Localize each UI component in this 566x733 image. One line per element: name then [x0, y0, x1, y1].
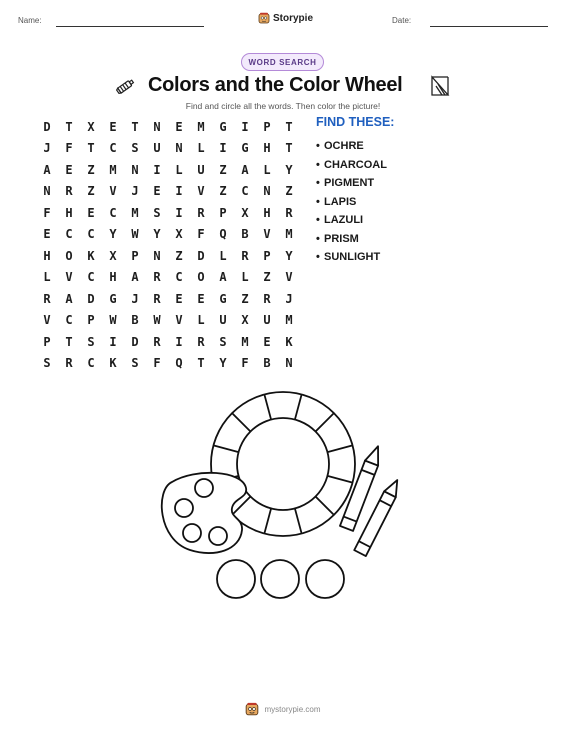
grid-letter[interactable]: R [43, 291, 51, 306]
grid-letter[interactable]: M [285, 227, 293, 242]
grid-letter[interactable]: H [43, 248, 51, 263]
grid-letter[interactable]: E [153, 184, 161, 199]
paint-circle-1[interactable] [217, 560, 255, 598]
grid-letter[interactable]: I [175, 334, 183, 349]
grid-letter[interactable]: Z [263, 270, 271, 285]
storypie-logo-icon [245, 702, 259, 716]
grid-letter[interactable]: N [153, 248, 161, 263]
grid-row [36, 159, 300, 181]
grid-letter[interactable]: M [131, 205, 139, 220]
grid-letter[interactable]: R [197, 205, 205, 220]
word-item: • LAZULI [316, 214, 364, 226]
word-item: • CHARCOAL [316, 158, 387, 171]
grid-letter[interactable]: N [263, 184, 271, 199]
grid-letter[interactable]: H [263, 205, 271, 220]
grid-letter[interactable]: R [153, 291, 161, 306]
word-list [316, 137, 516, 267]
grid-letter[interactable]: P [43, 334, 51, 349]
grid-letter[interactable]: T [285, 141, 293, 156]
grid-letter[interactable]: G [109, 291, 117, 306]
grid-letter[interactable]: G [241, 141, 249, 156]
grid-letter[interactable]: Y [285, 248, 293, 263]
grid-letter[interactable]: Y [219, 356, 227, 371]
grid-letter[interactable]: W [109, 313, 117, 328]
grid-row [36, 353, 300, 375]
grid-letter[interactable]: V [175, 313, 183, 328]
grid-letter[interactable]: L [43, 270, 51, 285]
grid-letter[interactable]: O [65, 248, 73, 263]
grid-letter[interactable]: W [153, 313, 161, 328]
grid-letter[interactable]: E [175, 291, 183, 306]
grid-letter[interactable]: G [219, 291, 227, 306]
name-label: Name: [18, 16, 42, 25]
paint-tube-icon [114, 74, 138, 98]
grid-letter[interactable]: U [219, 313, 227, 328]
grid-letter[interactable]: Z [219, 184, 227, 199]
grid-letter[interactable]: Y [285, 162, 293, 177]
grid-row [36, 310, 300, 332]
date-label: Date: [392, 16, 412, 25]
grid-row [36, 138, 300, 160]
grid-letter[interactable]: F [241, 356, 249, 371]
grid-letter[interactable]: P [263, 248, 271, 263]
grid-letter[interactable]: P [219, 205, 227, 220]
word-item: • LAPIS [316, 195, 357, 208]
grid-letter[interactable]: S [87, 334, 95, 349]
grid-letter[interactable]: C [241, 184, 249, 199]
letter-grid [36, 116, 300, 374]
grid-letter[interactable]: T [65, 119, 73, 134]
word-search-badge: WORD SEARCH [241, 53, 324, 71]
grid-letter[interactable]: W [131, 227, 139, 242]
grid-letter[interactable]: L [197, 313, 205, 328]
grid-letter[interactable]: C [87, 227, 95, 242]
brand-name: Storypie [273, 12, 314, 24]
word-item: • SUNLIGHT [316, 251, 381, 263]
grid-letter[interactable]: B [241, 227, 249, 242]
grid-letter[interactable]: H [263, 141, 271, 156]
grid-letter[interactable]: C [65, 313, 73, 328]
grid-letter[interactable]: N [131, 162, 139, 177]
grid-letter[interactable]: L [241, 270, 249, 285]
grid-letter[interactable]: T [197, 356, 205, 371]
prism-icon [428, 74, 452, 98]
grid-letter[interactable]: D [43, 119, 51, 134]
grid-letter[interactable]: J [131, 184, 139, 199]
grid-letter[interactable]: B [263, 356, 271, 371]
brand [258, 10, 313, 26]
grid-letter[interactable]: R [65, 356, 73, 371]
grid-letter[interactable]: F [43, 205, 51, 220]
grid-letter[interactable]: L [197, 141, 205, 156]
grid-letter[interactable]: I [153, 162, 161, 177]
grid-letter[interactable]: C [65, 227, 73, 242]
page-header [0, 10, 566, 30]
grid-letter[interactable]: F [153, 356, 161, 371]
grid-letter[interactable]: E [43, 227, 51, 242]
paint-circle-2[interactable] [261, 560, 299, 598]
grid-letter[interactable]: J [131, 291, 139, 306]
grid-letter[interactable]: H [65, 205, 73, 220]
grid-letter[interactable]: T [285, 119, 293, 134]
grid-letter[interactable]: X [241, 205, 249, 220]
grid-letter[interactable]: C [175, 270, 183, 285]
footer-url[interactable]: mystorypie.com [264, 704, 321, 714]
grid-letter[interactable]: R [241, 248, 249, 263]
grid-letter[interactable]: Z [87, 162, 95, 177]
grid-letter[interactable]: Z [219, 162, 227, 177]
grid-letter[interactable]: X [109, 248, 117, 263]
grid-letter[interactable]: U [153, 141, 161, 156]
grid-letter[interactable]: V [65, 270, 73, 285]
grid-letter[interactable]: Z [87, 184, 95, 199]
grid-letter[interactable]: V [263, 227, 271, 242]
grid-letter[interactable]: Z [241, 291, 249, 306]
grid-letter[interactable]: S [131, 356, 139, 371]
grid-letter[interactable]: E [263, 334, 271, 349]
grid-letter[interactable]: I [241, 119, 249, 134]
grid-letter[interactable]: S [43, 356, 51, 371]
date-line[interactable] [430, 26, 548, 27]
grid-letter[interactable]: P [263, 119, 271, 134]
grid-letter[interactable]: K [109, 356, 117, 371]
grid-letter[interactable]: E [109, 119, 117, 134]
word-bank [316, 115, 516, 267]
grid-letter[interactable]: P [87, 313, 95, 328]
word-item: • PIGMENT [316, 177, 375, 189]
grid-letter[interactable]: G [219, 119, 227, 134]
grid-letter[interactable]: K [285, 334, 293, 349]
grid-letter[interactable]: J [43, 141, 51, 156]
grid-row [36, 245, 300, 267]
grid-letter[interactable]: P [131, 248, 139, 263]
grid-letter[interactable]: U [263, 313, 271, 328]
grid-letter[interactable]: S [219, 334, 227, 349]
grid-letter[interactable]: M [109, 162, 117, 177]
grid-letter[interactable]: N [285, 356, 293, 371]
grid-letter[interactable]: A [65, 291, 73, 306]
grid-letter[interactable]: E [197, 291, 205, 306]
grid-letter[interactable]: Q [219, 227, 227, 242]
grid-letter[interactable]: X [87, 119, 95, 134]
instructions: Find and circle all the words. Then color the picture! [185, 101, 381, 111]
grid-letter[interactable]: D [197, 248, 205, 263]
grid-letter[interactable]: R [197, 334, 205, 349]
storypie-logo-icon [258, 12, 270, 24]
grid-letter[interactable]: M [197, 119, 205, 134]
grid-letter[interactable]: I [175, 205, 183, 220]
grid-letter[interactable]: S [153, 205, 161, 220]
grid-row [36, 181, 300, 203]
grid-letter[interactable]: I [175, 184, 183, 199]
grid-letter[interactable]: A [43, 162, 51, 177]
grid-letter[interactable]: Z [285, 184, 293, 199]
grid-letter[interactable]: L [263, 162, 271, 177]
grid-letter[interactable]: R [263, 291, 271, 306]
grid-letter[interactable]: F [65, 141, 73, 156]
grid-letter[interactable]: M [241, 334, 249, 349]
grid-letter[interactable]: Y [109, 227, 117, 242]
grid-letter[interactable]: D [131, 334, 139, 349]
page-footer [0, 702, 566, 716]
grid-letter[interactable]: R [285, 205, 293, 220]
grid-letter[interactable]: B [131, 313, 139, 328]
name-line[interactable] [56, 26, 204, 27]
grid-row [36, 224, 300, 246]
grid-letter[interactable]: X [241, 313, 249, 328]
grid-letter[interactable]: S [131, 141, 139, 156]
grid-letter[interactable]: L [175, 162, 183, 177]
grid-letter[interactable]: R [153, 270, 161, 285]
word-item: • OCHRE [316, 140, 364, 152]
grid-row [36, 202, 300, 224]
grid-letter[interactable]: A [241, 162, 249, 177]
word-item: • PRISM [316, 232, 359, 245]
grid-row [36, 267, 300, 289]
grid-letter[interactable]: E [65, 162, 73, 177]
word-bank-title: FIND THESE: [316, 115, 395, 129]
grid-letter[interactable]: Y [153, 227, 161, 242]
grid-letter[interactable]: V [285, 270, 293, 285]
grid-letter[interactable]: M [285, 313, 293, 328]
page-title: Colors and the Color Wheel [148, 74, 403, 96]
grid-letter[interactable]: V [197, 184, 205, 199]
grid-letter[interactable]: T [65, 334, 73, 349]
coloring-illustration[interactable] [150, 390, 410, 605]
grid-letter[interactable]: N [43, 184, 51, 199]
grid-letter[interactable]: I [219, 141, 227, 156]
grid-letter[interactable]: T [131, 119, 139, 134]
grid-letter[interactable]: I [109, 334, 117, 349]
grid-letter[interactable]: E [87, 205, 95, 220]
grid-letter[interactable]: D [87, 291, 95, 306]
grid-letter[interactable]: L [219, 248, 227, 263]
grid-letter[interactable]: C [87, 356, 95, 371]
grid-letter[interactable]: O [197, 270, 205, 285]
grid-letter[interactable]: U [197, 162, 205, 177]
grid-letter[interactable]: K [87, 248, 95, 263]
title-row [0, 72, 566, 100]
grid-letter[interactable]: N [175, 141, 183, 156]
grid-letter[interactable]: C [109, 141, 117, 156]
grid-letter[interactable]: F [197, 227, 205, 242]
grid-letter[interactable]: T [87, 141, 95, 156]
grid-letter[interactable]: H [109, 270, 117, 285]
grid-letter[interactable]: N [153, 119, 161, 134]
grid-row [36, 116, 300, 138]
grid-letter[interactable]: Z [175, 248, 183, 263]
grid-letter[interactable]: J [285, 291, 293, 306]
grid-row [36, 331, 300, 353]
grid-letter[interactable]: A [219, 270, 227, 285]
grid-letter[interactable]: R [65, 184, 73, 199]
grid-letter[interactable]: V [43, 313, 51, 328]
grid-letter[interactable]: V [109, 184, 117, 199]
grid-letter[interactable]: E [175, 119, 183, 134]
grid-row [36, 288, 300, 310]
grid-letter[interactable]: C [109, 205, 117, 220]
grid-letter[interactable]: R [153, 334, 161, 349]
grid-letter[interactable]: A [131, 270, 139, 285]
grid-letter[interactable]: Q [175, 356, 183, 371]
grid-letter[interactable]: C [87, 270, 95, 285]
grid-letter[interactable]: X [175, 227, 183, 242]
paint-circle-3[interactable] [306, 560, 344, 598]
